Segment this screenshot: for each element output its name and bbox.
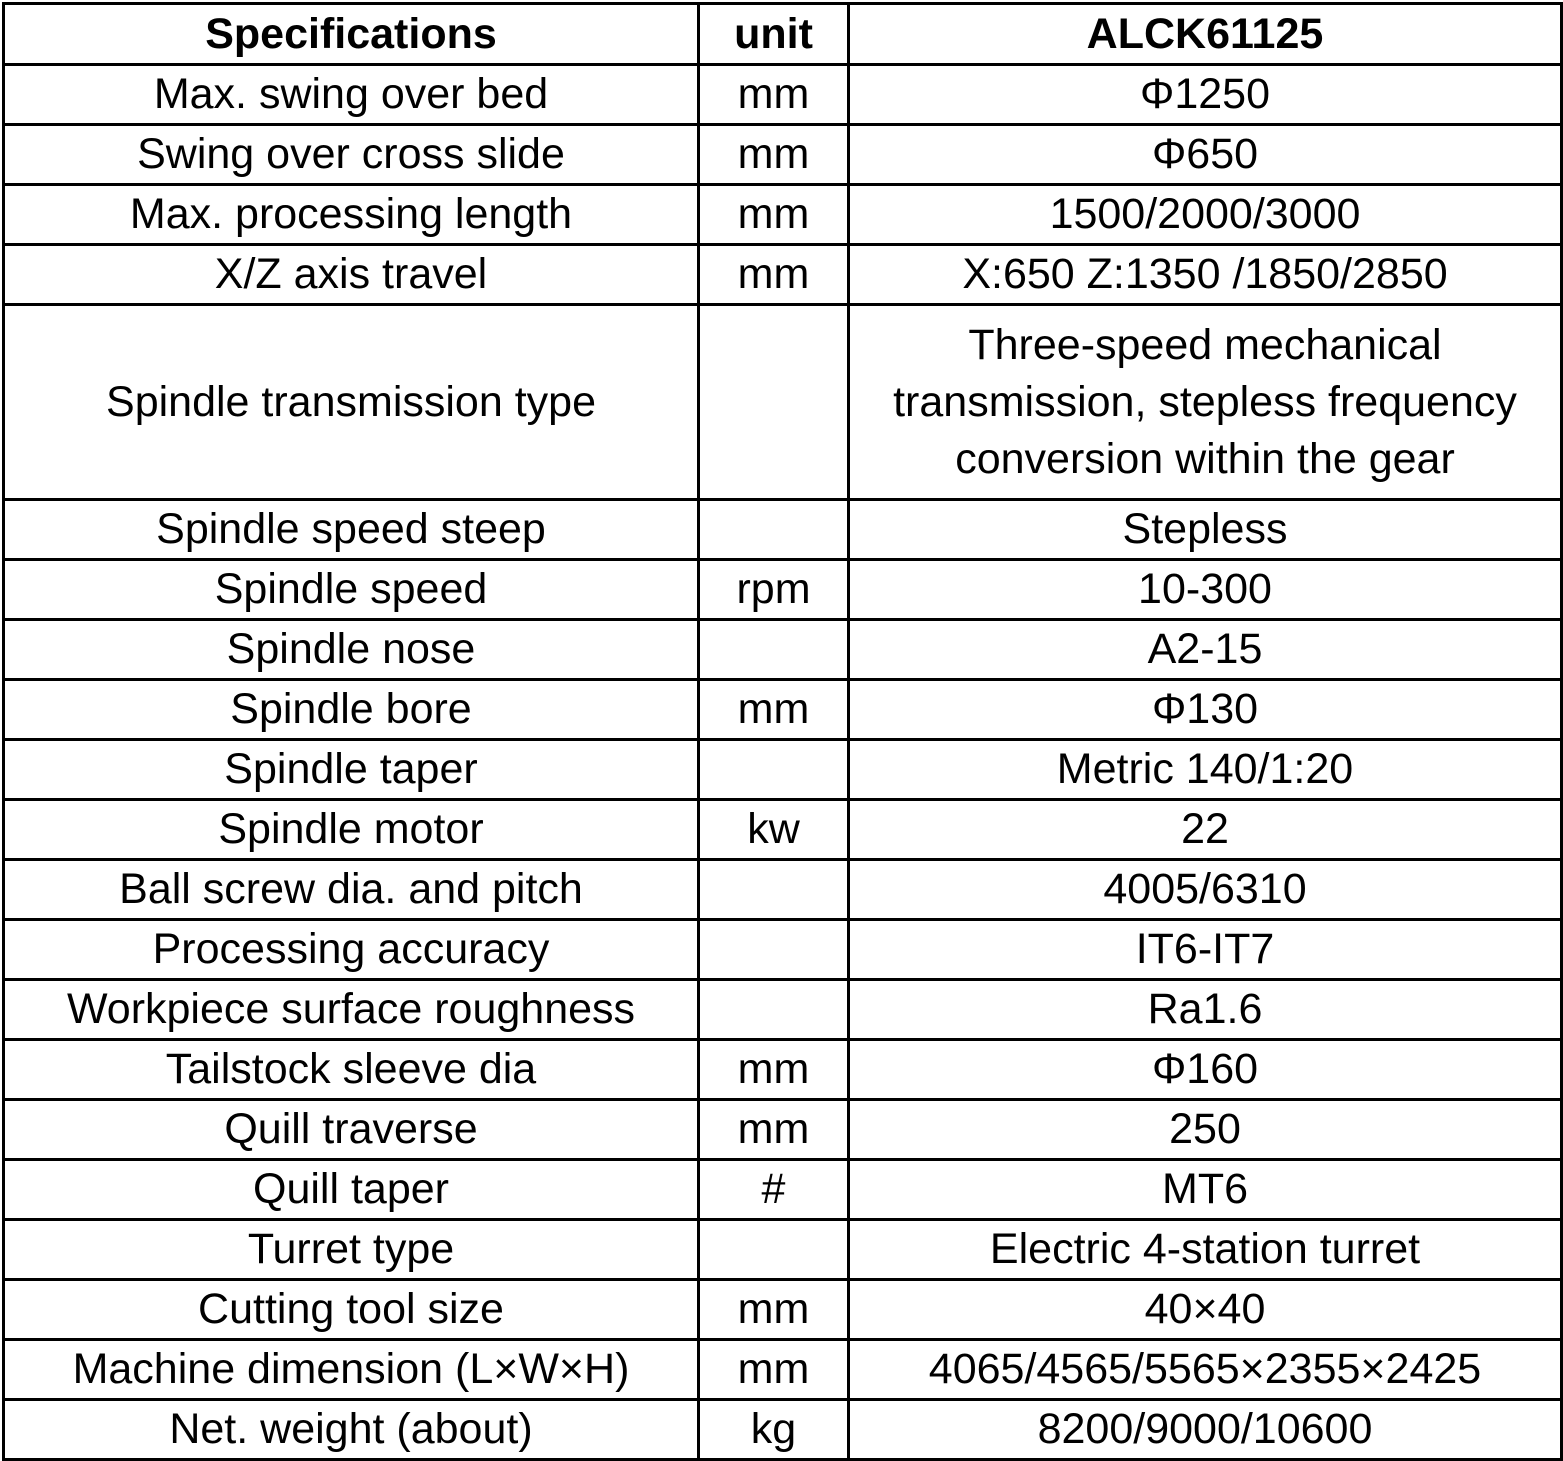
value-line: transmission, stepless frequency: [893, 377, 1517, 426]
table-row: [4, 800, 1562, 860]
spec-cell: Spindle speed steep: [4, 500, 699, 560]
value-line: Three-speed mechanical: [968, 320, 1442, 369]
spec-cell: Spindle bore: [4, 680, 699, 740]
header-row: [4, 4, 1562, 65]
value-line: conversion within the gear: [955, 434, 1455, 483]
header-specifications: Specifications: [4, 4, 699, 65]
unit-cell: mm: [699, 65, 849, 125]
unit-cell: [699, 740, 849, 800]
value-cell: A2-15: [849, 620, 1562, 680]
unit-cell: mm: [699, 1340, 849, 1400]
unit-cell: [699, 620, 849, 680]
spec-cell: Turret type: [4, 1220, 699, 1280]
header-model: ALCK61125: [849, 4, 1562, 65]
spec-cell: Machine dimension (L×W×H): [4, 1340, 699, 1400]
table-row: [4, 1340, 1562, 1400]
spec-cell: Tailstock sleeve dia: [4, 1040, 699, 1100]
unit-cell: [699, 920, 849, 980]
unit-cell: mm: [699, 185, 849, 245]
table-row: [4, 620, 1562, 680]
unit-cell: [699, 1220, 849, 1280]
table-row: [4, 1040, 1562, 1100]
spec-cell: Max. swing over bed: [4, 65, 699, 125]
value-cell: [849, 305, 1562, 500]
value-cell: IT6-IT7: [849, 920, 1562, 980]
value-cell: 22: [849, 800, 1562, 860]
spec-cell: Processing accuracy: [4, 920, 699, 980]
spec-cell: Spindle transmission type: [4, 305, 699, 500]
unit-cell: kg: [699, 1400, 849, 1460]
spec-cell: Spindle speed: [4, 560, 699, 620]
value-cell: X:650 Z:1350 /1850/2850: [849, 245, 1562, 305]
table-row: [4, 980, 1562, 1040]
table-row: [4, 740, 1562, 800]
value-cell: Stepless: [849, 500, 1562, 560]
spec-cell: Spindle nose: [4, 620, 699, 680]
value-cell: 4005/6310: [849, 860, 1562, 920]
table-row: [4, 125, 1562, 185]
value-cell: 8200/9000/10600: [849, 1400, 1562, 1460]
table-row: [4, 920, 1562, 980]
value-cell: Φ160: [849, 1040, 1562, 1100]
unit-cell: mm: [699, 245, 849, 305]
value-cell: 10-300: [849, 560, 1562, 620]
unit-cell: mm: [699, 680, 849, 740]
unit-cell: [699, 860, 849, 920]
spec-cell: Ball screw dia. and pitch: [4, 860, 699, 920]
value-cell: Φ650: [849, 125, 1562, 185]
value-cell: MT6: [849, 1160, 1562, 1220]
table-row: [4, 1100, 1562, 1160]
unit-cell: kw: [699, 800, 849, 860]
table-row: [4, 65, 1562, 125]
table-row: [4, 1220, 1562, 1280]
table-row: [4, 560, 1562, 620]
spec-cell: Quill taper: [4, 1160, 699, 1220]
unit-cell: mm: [699, 125, 849, 185]
specifications-table: [2, 2, 1563, 1461]
spec-cell: Cutting tool size: [4, 1280, 699, 1340]
table-row: [4, 1160, 1562, 1220]
spec-cell: X/Z axis travel: [4, 245, 699, 305]
spec-cell: Net. weight (about): [4, 1400, 699, 1460]
value-cell: Φ1250: [849, 65, 1562, 125]
value-cell: Φ130: [849, 680, 1562, 740]
unit-cell: rpm: [699, 560, 849, 620]
unit-cell: #: [699, 1160, 849, 1220]
unit-cell: mm: [699, 1100, 849, 1160]
header-unit: unit: [699, 4, 849, 65]
table-row: [4, 860, 1562, 920]
unit-cell: [699, 305, 849, 500]
table-row: [4, 185, 1562, 245]
spec-cell: Swing over cross slide: [4, 125, 699, 185]
unit-cell: mm: [699, 1040, 849, 1100]
value-cell: 40×40: [849, 1280, 1562, 1340]
unit-cell: [699, 500, 849, 560]
table-row: [4, 1400, 1562, 1460]
value-cell: 4065/4565/5565×2355×2425: [849, 1340, 1562, 1400]
spec-cell: Workpiece surface roughness: [4, 980, 699, 1040]
unit-cell: mm: [699, 1280, 849, 1340]
value-cell: 1500/2000/3000: [849, 185, 1562, 245]
spec-cell: Spindle taper: [4, 740, 699, 800]
table-row: [4, 680, 1562, 740]
table-row: [4, 500, 1562, 560]
spec-cell: Spindle motor: [4, 800, 699, 860]
spec-cell: Quill traverse: [4, 1100, 699, 1160]
table-row: [4, 245, 1562, 305]
unit-cell: [699, 980, 849, 1040]
value-cell: Electric 4-station turret: [849, 1220, 1562, 1280]
value-cell: Ra1.6: [849, 980, 1562, 1040]
value-cell: 250: [849, 1100, 1562, 1160]
table-row: [4, 1280, 1562, 1340]
value-cell: Metric 140/1:20: [849, 740, 1562, 800]
spec-cell: Max. processing length: [4, 185, 699, 245]
table-row: [4, 305, 1562, 500]
